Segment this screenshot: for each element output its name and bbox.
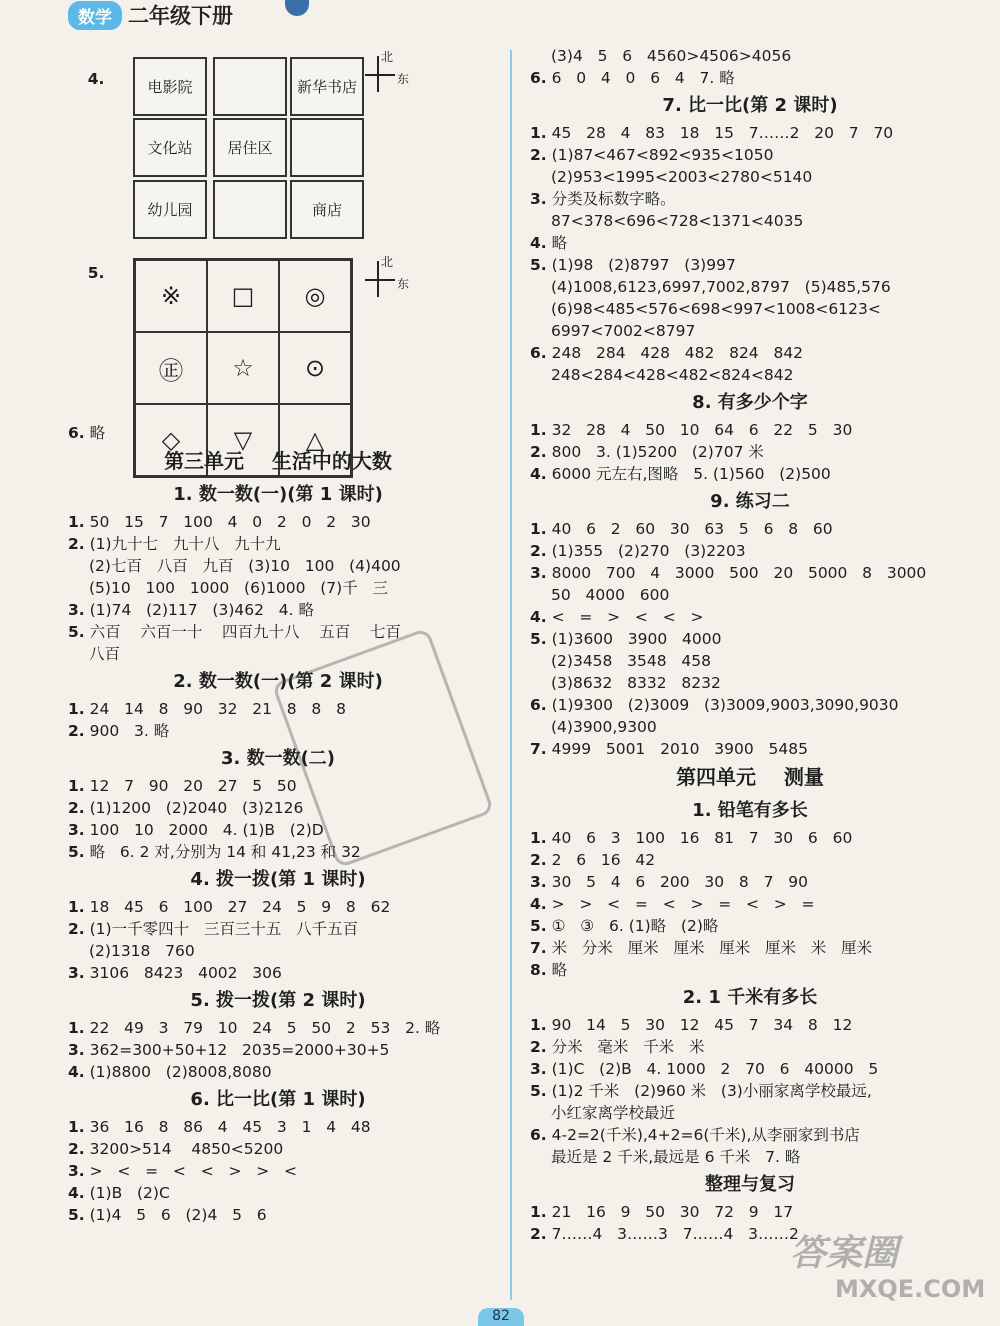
compass-east-label: 东 bbox=[397, 72, 410, 86]
answer-line bbox=[530, 1223, 970, 1245]
answer-text: (1)2 千米 (2)960 米 (3)小丽家离学校最远, bbox=[551, 1082, 872, 1100]
question-number: 2. bbox=[530, 851, 547, 869]
question-number: 2. bbox=[530, 146, 547, 164]
answer-text: 45 28 4 83 18 15 7……2 20 7 70 bbox=[551, 124, 894, 142]
answer-line bbox=[530, 1058, 970, 1080]
answer-text: 最近是 2 千米,最远是 6 千米 7. 略 bbox=[551, 1148, 801, 1166]
answer-line bbox=[530, 67, 970, 89]
question-number: 5. bbox=[530, 917, 547, 935]
question-number: 4. bbox=[68, 1184, 85, 1202]
answer-text: 3200>514 4850<5200 bbox=[89, 1140, 284, 1158]
answer-line bbox=[530, 1036, 970, 1058]
answer-text: 100 10 2000 4. (1)B (2)D bbox=[89, 821, 324, 839]
q5-symbol-cell: ⊙ bbox=[279, 332, 351, 404]
question-number: 4. bbox=[530, 608, 547, 626]
answer-text: (3)4 5 6 4560>4506>4056 bbox=[551, 47, 792, 65]
answer-text: (5)10 100 1000 (6)1000 (7)千 三 bbox=[89, 579, 388, 597]
question-number: 6. bbox=[530, 69, 547, 87]
q4-cell: 新华书店 bbox=[290, 57, 364, 116]
answer-line bbox=[530, 166, 970, 188]
answer-text: (1)9300 (2)3009 (3)3009,9003,3090,9030 bbox=[551, 696, 899, 714]
answer-text: 36 16 8 86 4 45 3 1 4 48 bbox=[89, 1118, 371, 1136]
answer-text: 6000 元左右,图略 5. (1)560 (2)500 bbox=[551, 465, 831, 483]
compass-q4 bbox=[365, 50, 415, 100]
answer-text: 32 28 4 50 10 64 6 22 5 30 bbox=[551, 421, 853, 439]
compass-east-label: 东 bbox=[397, 277, 410, 291]
answer-text: 248 284 428 482 824 842 bbox=[551, 344, 804, 362]
q4-cell bbox=[290, 118, 364, 177]
answer-text: (1)8800 (2)8008,8080 bbox=[89, 1063, 272, 1081]
compass-q5 bbox=[365, 255, 415, 305]
question-number: 1. bbox=[68, 1019, 85, 1037]
answer-text: > > < = < > = < > = bbox=[551, 895, 815, 913]
watermark-url: MXQE.COM bbox=[835, 1275, 986, 1303]
question-number: 3. bbox=[530, 190, 547, 208]
answer-text: (1)4 5 6 (2)4 5 6 bbox=[89, 1206, 267, 1224]
answer-line bbox=[68, 533, 488, 555]
q5-symbol-cell: ◇ bbox=[135, 404, 207, 476]
unit-title: 第四单元 测量 bbox=[676, 765, 824, 789]
answer-text: (1)87<467<892<935<1050 bbox=[551, 146, 774, 164]
question-number: 1. bbox=[68, 898, 85, 916]
q4-cell: 电影院 bbox=[133, 57, 207, 116]
answer-text: (1)一千零四十 三百三十五 八千五百 bbox=[89, 920, 359, 938]
question-number: 5. bbox=[530, 256, 547, 274]
question-number: 3. bbox=[530, 873, 547, 891]
answer-text: 900 3. 略 bbox=[89, 722, 170, 740]
answer-text: 50 4000 600 bbox=[551, 586, 670, 604]
compass-north-label: 北 bbox=[381, 255, 394, 269]
answer-line bbox=[530, 1080, 970, 1102]
answer-line bbox=[68, 918, 488, 940]
answer-line bbox=[530, 540, 970, 562]
answer-line bbox=[530, 188, 970, 210]
answer-text: (6)98<485<576<698<997<1008<6123< bbox=[551, 300, 881, 318]
answer-line bbox=[68, 841, 488, 863]
question-number: 5. bbox=[68, 843, 85, 861]
answer-text: (1)C (2)B 4. 1000 2 70 6 40000 5 bbox=[551, 1060, 879, 1078]
answer-text: 12 7 90 20 27 5 50 bbox=[89, 777, 297, 795]
question-number: 3. bbox=[68, 601, 85, 619]
answer-text: 分米 毫米 千米 米 bbox=[551, 1038, 705, 1056]
q4-cell bbox=[213, 180, 287, 239]
answer-text: (4)3900,9300 bbox=[551, 718, 657, 736]
answer-text: 30 5 4 6 200 30 8 7 90 bbox=[551, 873, 808, 891]
answer-text: 90 14 5 30 12 45 7 34 8 12 bbox=[551, 1016, 853, 1034]
question-number: 3. bbox=[68, 821, 85, 839]
answer-line bbox=[530, 1146, 970, 1168]
question-number: 2. bbox=[68, 1140, 85, 1158]
answer-text: (1)1200 (2)2040 (3)2126 bbox=[89, 799, 304, 817]
answer-text: (3)8632 8332 8232 bbox=[551, 674, 721, 692]
answer-line bbox=[530, 849, 970, 871]
answer-text: 6 0 4 0 6 4 7. 略 bbox=[551, 69, 735, 87]
question-number: 3. bbox=[530, 1060, 547, 1078]
answer-line bbox=[530, 650, 970, 672]
answer-text: 21 16 9 50 30 72 9 17 bbox=[551, 1203, 794, 1221]
answer-text: 4-2=2(千米),4+2=6(千米),从李丽家到书店 bbox=[551, 1126, 860, 1144]
answer-text: 八百 bbox=[89, 645, 121, 663]
answer-text: 略 6. 2 对,分别为 14 和 41,23 和 32 bbox=[89, 843, 361, 861]
answer-text: (1)九十七 九十八 九十九 bbox=[89, 535, 281, 553]
q5-symbol-cell: □ bbox=[207, 260, 279, 332]
question-number: 1. bbox=[68, 700, 85, 718]
subject-badge: 数学 bbox=[68, 1, 122, 30]
answer-line bbox=[530, 959, 970, 981]
question-number: 2. bbox=[68, 535, 85, 553]
answer-line bbox=[530, 937, 970, 959]
question-number: 3. bbox=[530, 564, 547, 582]
question-number: 1. bbox=[530, 1016, 547, 1034]
answer-line bbox=[530, 122, 970, 144]
answer-line bbox=[530, 364, 970, 386]
answer-line bbox=[530, 45, 970, 67]
lesson-title: 4. 拨一拨(第 1 课时) bbox=[190, 869, 366, 890]
answer-line bbox=[68, 555, 488, 577]
answer-text: 6997<7002<8797 bbox=[551, 322, 696, 340]
answer-text: 800 3. (1)5200 (2)707 米 bbox=[551, 443, 764, 461]
answer-text: 22 49 3 79 10 24 5 50 2 53 2. 略 bbox=[89, 1019, 441, 1037]
answer-line bbox=[68, 1138, 488, 1160]
answer-text: (2)953<1995<2003<2780<5140 bbox=[551, 168, 813, 186]
grade-title: 二年级下册 bbox=[128, 4, 233, 28]
answer-text: 40 6 2 60 30 63 5 6 8 60 bbox=[551, 520, 833, 538]
lesson-title: 5. 拨一拨(第 2 课时) bbox=[190, 990, 366, 1011]
q4-cell: 居住区 bbox=[213, 118, 287, 177]
lesson-title: 3. 数一数(二) bbox=[220, 748, 336, 769]
q5-symbol-cell: ☆ bbox=[207, 332, 279, 404]
answer-line bbox=[530, 276, 970, 298]
question-number: 2. bbox=[68, 722, 85, 740]
answer-text: 248<284<428<482<824<842 bbox=[551, 366, 794, 384]
answer-line bbox=[68, 1182, 488, 1204]
question-number: 1. bbox=[530, 124, 547, 142]
question-number: 1. bbox=[68, 777, 85, 795]
answer-line bbox=[530, 827, 970, 849]
page-number: 82 bbox=[478, 1308, 524, 1326]
answer-text: 7……4 3……3 7……4 3……2 bbox=[551, 1225, 799, 1243]
lesson-title: 1. 数一数(一)(第 1 课时) bbox=[173, 484, 383, 505]
answer-line bbox=[530, 716, 970, 738]
answer-line bbox=[530, 628, 970, 650]
answer-text: (2)3458 3548 458 bbox=[551, 652, 711, 670]
answer-line bbox=[530, 342, 970, 364]
q4-cell: 文化站 bbox=[133, 118, 207, 177]
page-header bbox=[68, 0, 233, 30]
question-number: 5. bbox=[530, 1082, 547, 1100]
answer-line bbox=[530, 915, 970, 937]
answer-line bbox=[68, 511, 488, 533]
question-number: 3. bbox=[68, 1162, 85, 1180]
answer-text: 2 6 16 42 bbox=[551, 851, 656, 869]
question-number: 1. bbox=[68, 1118, 85, 1136]
q5-symbol-cell: ◎ bbox=[279, 260, 351, 332]
q5-symbol-cell: ㊣ bbox=[135, 332, 207, 404]
lesson-title: 7. 比一比(第 2 课时) bbox=[662, 95, 838, 116]
compass-north-label: 北 bbox=[381, 50, 394, 64]
lesson-title: 6. 比一比(第 1 课时) bbox=[190, 1089, 366, 1110]
answer-line bbox=[68, 577, 488, 599]
question-number: 6. bbox=[530, 344, 547, 362]
answer-line bbox=[68, 962, 488, 984]
answer-text: (2)1318 760 bbox=[89, 942, 195, 960]
question-number: 4. bbox=[530, 895, 547, 913]
question-number: 6. bbox=[68, 424, 85, 442]
answer-line bbox=[530, 518, 970, 540]
question-number: 1. bbox=[530, 829, 547, 847]
answer-text: 40 6 3 100 16 81 7 30 6 60 bbox=[551, 829, 853, 847]
answer-text: 3106 8423 4002 306 bbox=[89, 964, 282, 982]
question-number: 1. bbox=[68, 513, 85, 531]
answer-text: 362=300+50+12 2035=2000+30+5 bbox=[89, 1041, 390, 1059]
question-number: 7. bbox=[530, 740, 547, 758]
question-number: 8. bbox=[530, 961, 547, 979]
question-number: 5. bbox=[68, 1206, 85, 1224]
lesson-title: 2. 1 千米有多长 bbox=[682, 987, 818, 1008]
question-number: 4. bbox=[68, 1063, 85, 1081]
answer-line bbox=[68, 422, 488, 444]
unit-title: 第三单元 生活中的大数 bbox=[164, 449, 392, 473]
answer-line bbox=[530, 210, 970, 232]
answer-text: (1)355 (2)270 (3)2203 bbox=[551, 542, 746, 560]
answer-text: 分类及标数字略。 bbox=[551, 190, 676, 208]
answer-line bbox=[530, 584, 970, 606]
answer-line bbox=[530, 694, 970, 716]
answer-line bbox=[530, 1124, 970, 1146]
answer-line bbox=[530, 606, 970, 628]
answer-text: (4)1008,6123,6997,7002,8797 (5)485,576 bbox=[551, 278, 891, 296]
answer-line bbox=[68, 599, 488, 621]
question-number: 1. bbox=[530, 421, 547, 439]
question-number: 6. bbox=[530, 1126, 547, 1144]
answer-line bbox=[68, 1116, 488, 1138]
answer-text: 略 bbox=[551, 961, 568, 979]
answer-line bbox=[530, 738, 970, 760]
lesson-title: 9. 练习二 bbox=[710, 491, 790, 512]
q5-symbol-cell: ※ bbox=[135, 260, 207, 332]
answer-text: 8000 700 4 3000 500 20 5000 8 3000 bbox=[551, 564, 927, 582]
answer-text: (2)七百 八百 九百 (3)10 100 (4)400 bbox=[89, 557, 401, 575]
question-number: 1. bbox=[530, 520, 547, 538]
answer-text: 米 分米 厘米 厘米 厘米 厘米 米 厘米 bbox=[551, 939, 873, 957]
answer-text: (1)3600 3900 4000 bbox=[551, 630, 722, 648]
answer-text: 略 bbox=[551, 234, 568, 252]
q4-cell: 幼儿园 bbox=[133, 180, 207, 239]
question-number: 2. bbox=[68, 920, 85, 938]
column-divider bbox=[510, 50, 512, 1300]
question-number: 5. bbox=[68, 623, 85, 641]
answer-line bbox=[530, 1201, 970, 1223]
question-number: 2. bbox=[530, 443, 547, 461]
answer-text: ① ③ 6. (1)略 (2)略 bbox=[551, 917, 719, 935]
answer-line bbox=[530, 1102, 970, 1124]
answer-text: 略 bbox=[89, 424, 106, 442]
q5-symbol-cell: ▽ bbox=[207, 404, 279, 476]
answer-line bbox=[530, 871, 970, 893]
question-number: 5. bbox=[530, 630, 547, 648]
answer-text: 87<378<696<728<1371<4035 bbox=[551, 212, 804, 230]
answer-text: (1)B (2)C bbox=[89, 1184, 170, 1202]
answer-line bbox=[68, 1204, 488, 1226]
question-number: 2. bbox=[530, 1038, 547, 1056]
lesson-title: 1. 铅笔有多长 bbox=[692, 800, 808, 821]
question-number: 1. bbox=[530, 1203, 547, 1221]
question-number: 7. bbox=[530, 939, 547, 957]
answer-line bbox=[68, 1017, 488, 1039]
answer-line bbox=[530, 562, 970, 584]
question-number: 3. bbox=[68, 964, 85, 982]
question-number: 6. bbox=[530, 696, 547, 714]
question-number: 2. bbox=[530, 1225, 547, 1243]
lesson-title: 整理与复习 bbox=[705, 1174, 795, 1195]
answer-line bbox=[530, 441, 970, 463]
question-number: 4. bbox=[530, 465, 547, 483]
answer-text: (1)98 (2)8797 (3)997 bbox=[551, 256, 736, 274]
answer-line bbox=[530, 254, 970, 276]
answer-text: > < = < < > > < bbox=[89, 1162, 297, 1180]
question-number: 3. bbox=[68, 1041, 85, 1059]
question-number: 2. bbox=[68, 799, 85, 817]
answer-line bbox=[530, 672, 970, 694]
answer-line bbox=[530, 320, 970, 342]
answer-text: 小红家离学校最近 bbox=[551, 1104, 676, 1122]
answer-line bbox=[68, 1160, 488, 1182]
answer-text: 24 14 8 90 32 21 8 8 8 bbox=[89, 700, 346, 718]
header-decoration bbox=[285, 0, 309, 16]
answer-text: (1)74 (2)117 (3)462 4. 略 bbox=[89, 601, 314, 619]
question-number: 4. bbox=[530, 234, 547, 252]
answer-line bbox=[68, 1061, 488, 1083]
right-column-answers bbox=[530, 45, 970, 1245]
lesson-title: 8. 有多少个字 bbox=[692, 392, 808, 413]
answer-line bbox=[530, 419, 970, 441]
answer-line bbox=[530, 232, 970, 254]
answer-text: 18 45 6 100 27 24 5 9 8 62 bbox=[89, 898, 391, 916]
q5-label: 5. bbox=[87, 264, 105, 282]
answer-line bbox=[530, 1014, 970, 1036]
q4-cell: 商店 bbox=[290, 180, 364, 239]
answer-text: 50 15 7 100 4 0 2 0 2 30 bbox=[89, 513, 371, 531]
lesson-title: 2. 数一数(一)(第 2 课时) bbox=[173, 671, 383, 692]
answer-text: 4999 5001 2010 3900 5485 bbox=[551, 740, 808, 758]
watermark-logo: 答案圈 bbox=[790, 1233, 899, 1274]
answer-line bbox=[530, 298, 970, 320]
answer-line bbox=[68, 940, 488, 962]
answer-line bbox=[530, 463, 970, 485]
q5-symbol-cell: △ bbox=[279, 404, 351, 476]
answer-line bbox=[68, 1039, 488, 1061]
question-number: 2. bbox=[530, 542, 547, 560]
answer-text: 六百 六百一十 四百九十八 五百 七百 bbox=[89, 623, 401, 641]
answer-text: < = > < < > bbox=[551, 608, 704, 626]
q4-cell bbox=[213, 57, 287, 116]
answer-line bbox=[530, 893, 970, 915]
answer-line bbox=[530, 144, 970, 166]
answer-line bbox=[68, 896, 488, 918]
q4-label: 4. bbox=[87, 70, 105, 88]
